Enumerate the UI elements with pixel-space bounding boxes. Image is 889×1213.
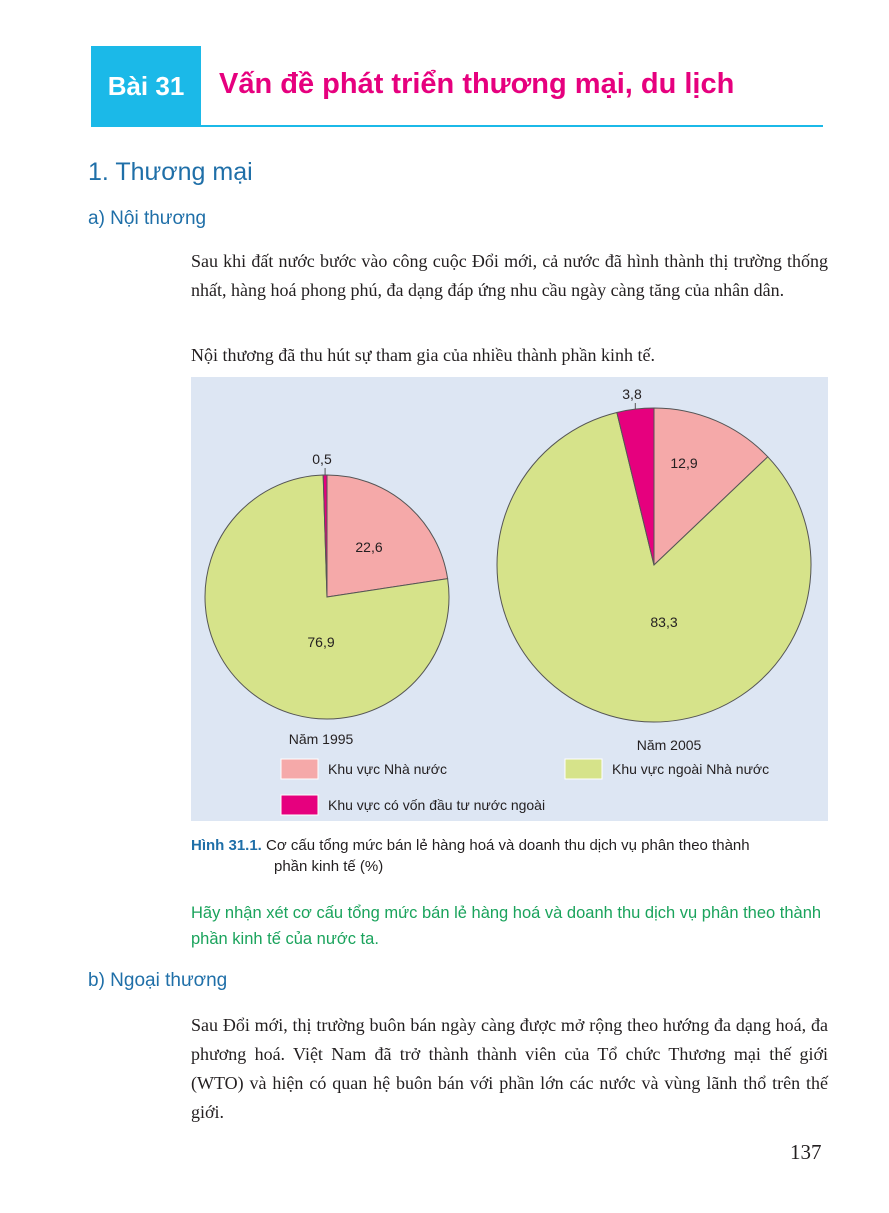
header-divider xyxy=(201,125,823,127)
legend-label-1: Khu vực ngoài Nhà nước xyxy=(612,761,770,777)
figure-caption-label: Hình 31.1. xyxy=(191,837,262,854)
paragraph-ngoai-thuong: Sau Đổi mới, thị trường buôn bán ngày càng được mở rộng theo hướng đa dạng hoá, đa phương hoá. Việt Nam đã trở thành thành viên của Tổ chức Thương mại thế giới (WTO) và hiện có quan hệ buôn bán với phần lớn các nước và vùng lãnh thổ trên thế giới. xyxy=(191,1015,828,1122)
figure-pie-charts xyxy=(191,377,828,821)
paragraph-noi-thuong-1: Sau khi đất nước bước vào công cuộc Đổi mới, cả nước đã hình thành thị trường thống nhất, hàng hoá phong phú, đa dạng đáp ứng nhu cầu ngày càng tăng của nhân dân. xyxy=(191,251,828,300)
pie-label-0-1: 76,9 xyxy=(307,634,335,650)
pie-label-0-0: 22,6 xyxy=(355,539,383,555)
subsection-heading-b: b) Ngoại thương xyxy=(88,970,228,991)
legend-swatch-2 xyxy=(281,795,318,815)
pie-label-1-2: 3,8 xyxy=(622,386,642,402)
pie-year-label-0: Năm 1995 xyxy=(288,731,354,747)
legend-label-2: Khu vực có vốn đầu tư nước ngoài xyxy=(328,797,546,813)
lesson-title: Vấn đề phát triển thương mại, du lịch xyxy=(219,68,735,100)
pie-year-label-1: Năm 2005 xyxy=(636,737,702,753)
pie-chart-svg xyxy=(191,377,828,821)
figure-caption xyxy=(191,835,828,877)
lesson-header xyxy=(91,46,823,127)
figure-caption-text-1: Cơ cấu tổng mức bán lẻ hàng hoá và doanh thu dịch vụ phân theo thành xyxy=(266,837,750,854)
legend-swatch-1 xyxy=(565,759,602,779)
section-heading: 1. Thương mại xyxy=(88,158,253,186)
paragraph-noi-thuong-2: Nội thương đã thu hút sự tham gia của nhiều thành phần kinh tế. xyxy=(191,345,655,365)
pie-slice-0-0 xyxy=(327,475,448,597)
figure-caption-text-2: phần kinh tế (%) xyxy=(274,858,384,875)
legend-swatch-0 xyxy=(281,759,318,779)
page-number: 137 xyxy=(790,1140,822,1164)
subsection-heading-a: a) Nội thương xyxy=(88,208,207,229)
pie-label-1-1: 83,3 xyxy=(650,614,678,630)
lesson-number-badge: Bài 31 xyxy=(91,46,201,127)
exercise-question: Hãy nhận xét cơ cấu tổng mức bán lẻ hàng hoá và doanh thu dịch vụ phân theo thành phần kinh tế của nước ta. xyxy=(191,904,822,948)
pie-label-1-0: 12,9 xyxy=(670,455,698,471)
pie-label-0-2: 0,5 xyxy=(312,451,332,467)
legend-label-0: Khu vực Nhà nước xyxy=(328,761,447,777)
